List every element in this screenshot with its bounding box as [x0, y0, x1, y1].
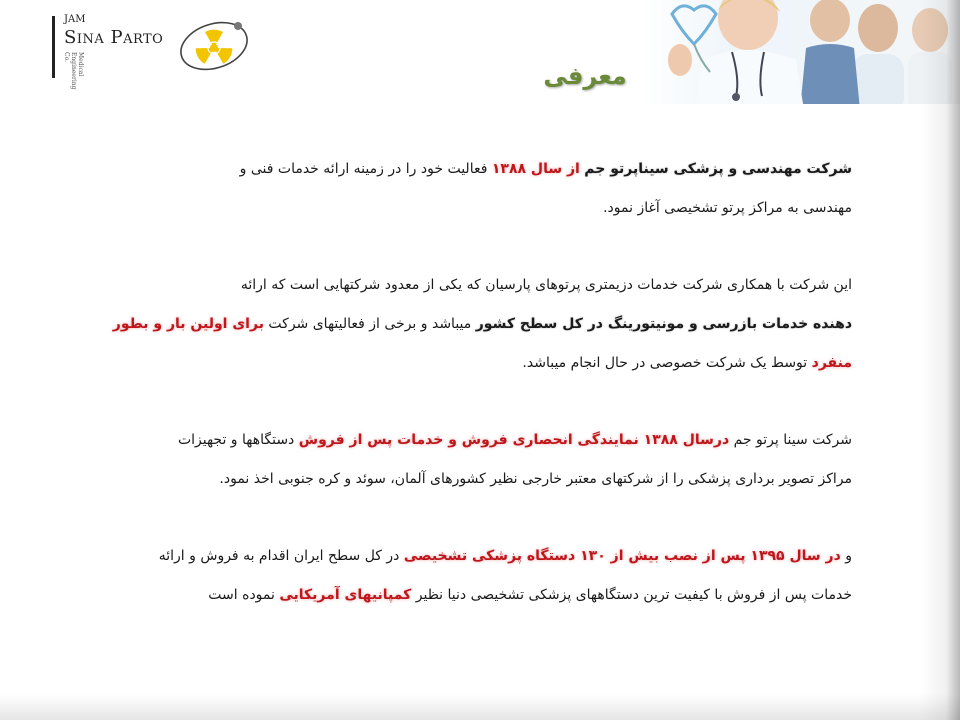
- text-segment: فعالیت خود را در زمینه ارائه خدمات فنی و: [239, 161, 492, 177]
- text-segment: توسط یک شرکت خصوصی در حال انجام میباشد.: [522, 355, 812, 371]
- text-line: [92, 266, 852, 305]
- company-logo: [52, 10, 252, 100]
- paragraph: [92, 150, 852, 228]
- header-photo: [640, 0, 960, 104]
- page-edge-shadow: [920, 0, 960, 720]
- text-line: [92, 189, 852, 228]
- text-segment: این شرکت با همکاری شرکت خدمات دزیمتری پرتوهای پارسیان که یکی از معدود شرکتهایی است که ارائه: [240, 277, 852, 293]
- text-line: [92, 576, 852, 615]
- text-segment: میباشد و برخی از فعالیتهای شرکت: [263, 316, 476, 332]
- bold-text: شرکت مهندسی و پزشکی سیناپرتو جم: [584, 161, 852, 177]
- logo-divider: [52, 16, 55, 78]
- content-body: [92, 150, 852, 653]
- text-segment: خدمات پس از فروش با کیفیت ترین دستگاههای پزشکی تشخیصی دنیا نظیر: [411, 587, 852, 603]
- highlighted-text: از سال ۱۳۸۸: [491, 161, 580, 177]
- highlighted-text: در سال ۱۳۹۵ پس از نصب بیش از ۱۳۰ دستگاه پزشکی تشخیصی: [403, 548, 841, 564]
- radiation-icon: [172, 10, 252, 80]
- paragraph: [92, 421, 852, 499]
- text-segment: دستگاهها و تجهیزات: [177, 432, 299, 448]
- highlighted-text: کمپانیهای آمریکایی: [279, 587, 412, 603]
- text-line: [92, 305, 852, 344]
- paragraph: [92, 537, 852, 615]
- logo-top-label: JAM: [64, 14, 86, 25]
- page-bottom-shadow: [0, 694, 960, 720]
- logo-sub-label: Medical Engineering Co.: [63, 52, 84, 90]
- text-segment: نموده است: [208, 587, 280, 603]
- text-line: [92, 537, 852, 576]
- text-line: [92, 344, 852, 383]
- text-segment: مراکز تصویر برداری پزشکی را از شرکتهای معتبر خارجی نظیر کشورهای آلمان، سوئد و کره جنوبی اخذ نمود.: [219, 471, 852, 487]
- page-title: معرفی: [543, 62, 627, 90]
- logo-name: Sina Parto: [64, 27, 164, 48]
- text-segment: مهندسی به مراکز پرتو تشخیصی آغاز نمود.: [603, 200, 852, 216]
- text-segment: و: [840, 548, 852, 564]
- highlighted-text: درسال ۱۳۸۸ نمایندگی انحصاری فروش و خدمات پس از فروش: [298, 432, 730, 448]
- highlighted-text: منفرد: [811, 355, 852, 371]
- highlighted-text: برای اولین بار و بطور: [112, 316, 264, 332]
- text-line: [92, 150, 852, 189]
- medical-staff-illustration: [640, 0, 960, 104]
- text-segment: شرکت سینا پرتو جم: [729, 432, 852, 448]
- text-line: [92, 421, 852, 460]
- paragraph: [92, 266, 852, 383]
- text-line: [92, 460, 852, 499]
- bold-text: دهنده خدمات بازرسی و مونیتورینگ در کل سطح کشور: [475, 316, 852, 332]
- text-segment: در کل سطح ایران اقدام به فروش و ارائه: [158, 548, 404, 564]
